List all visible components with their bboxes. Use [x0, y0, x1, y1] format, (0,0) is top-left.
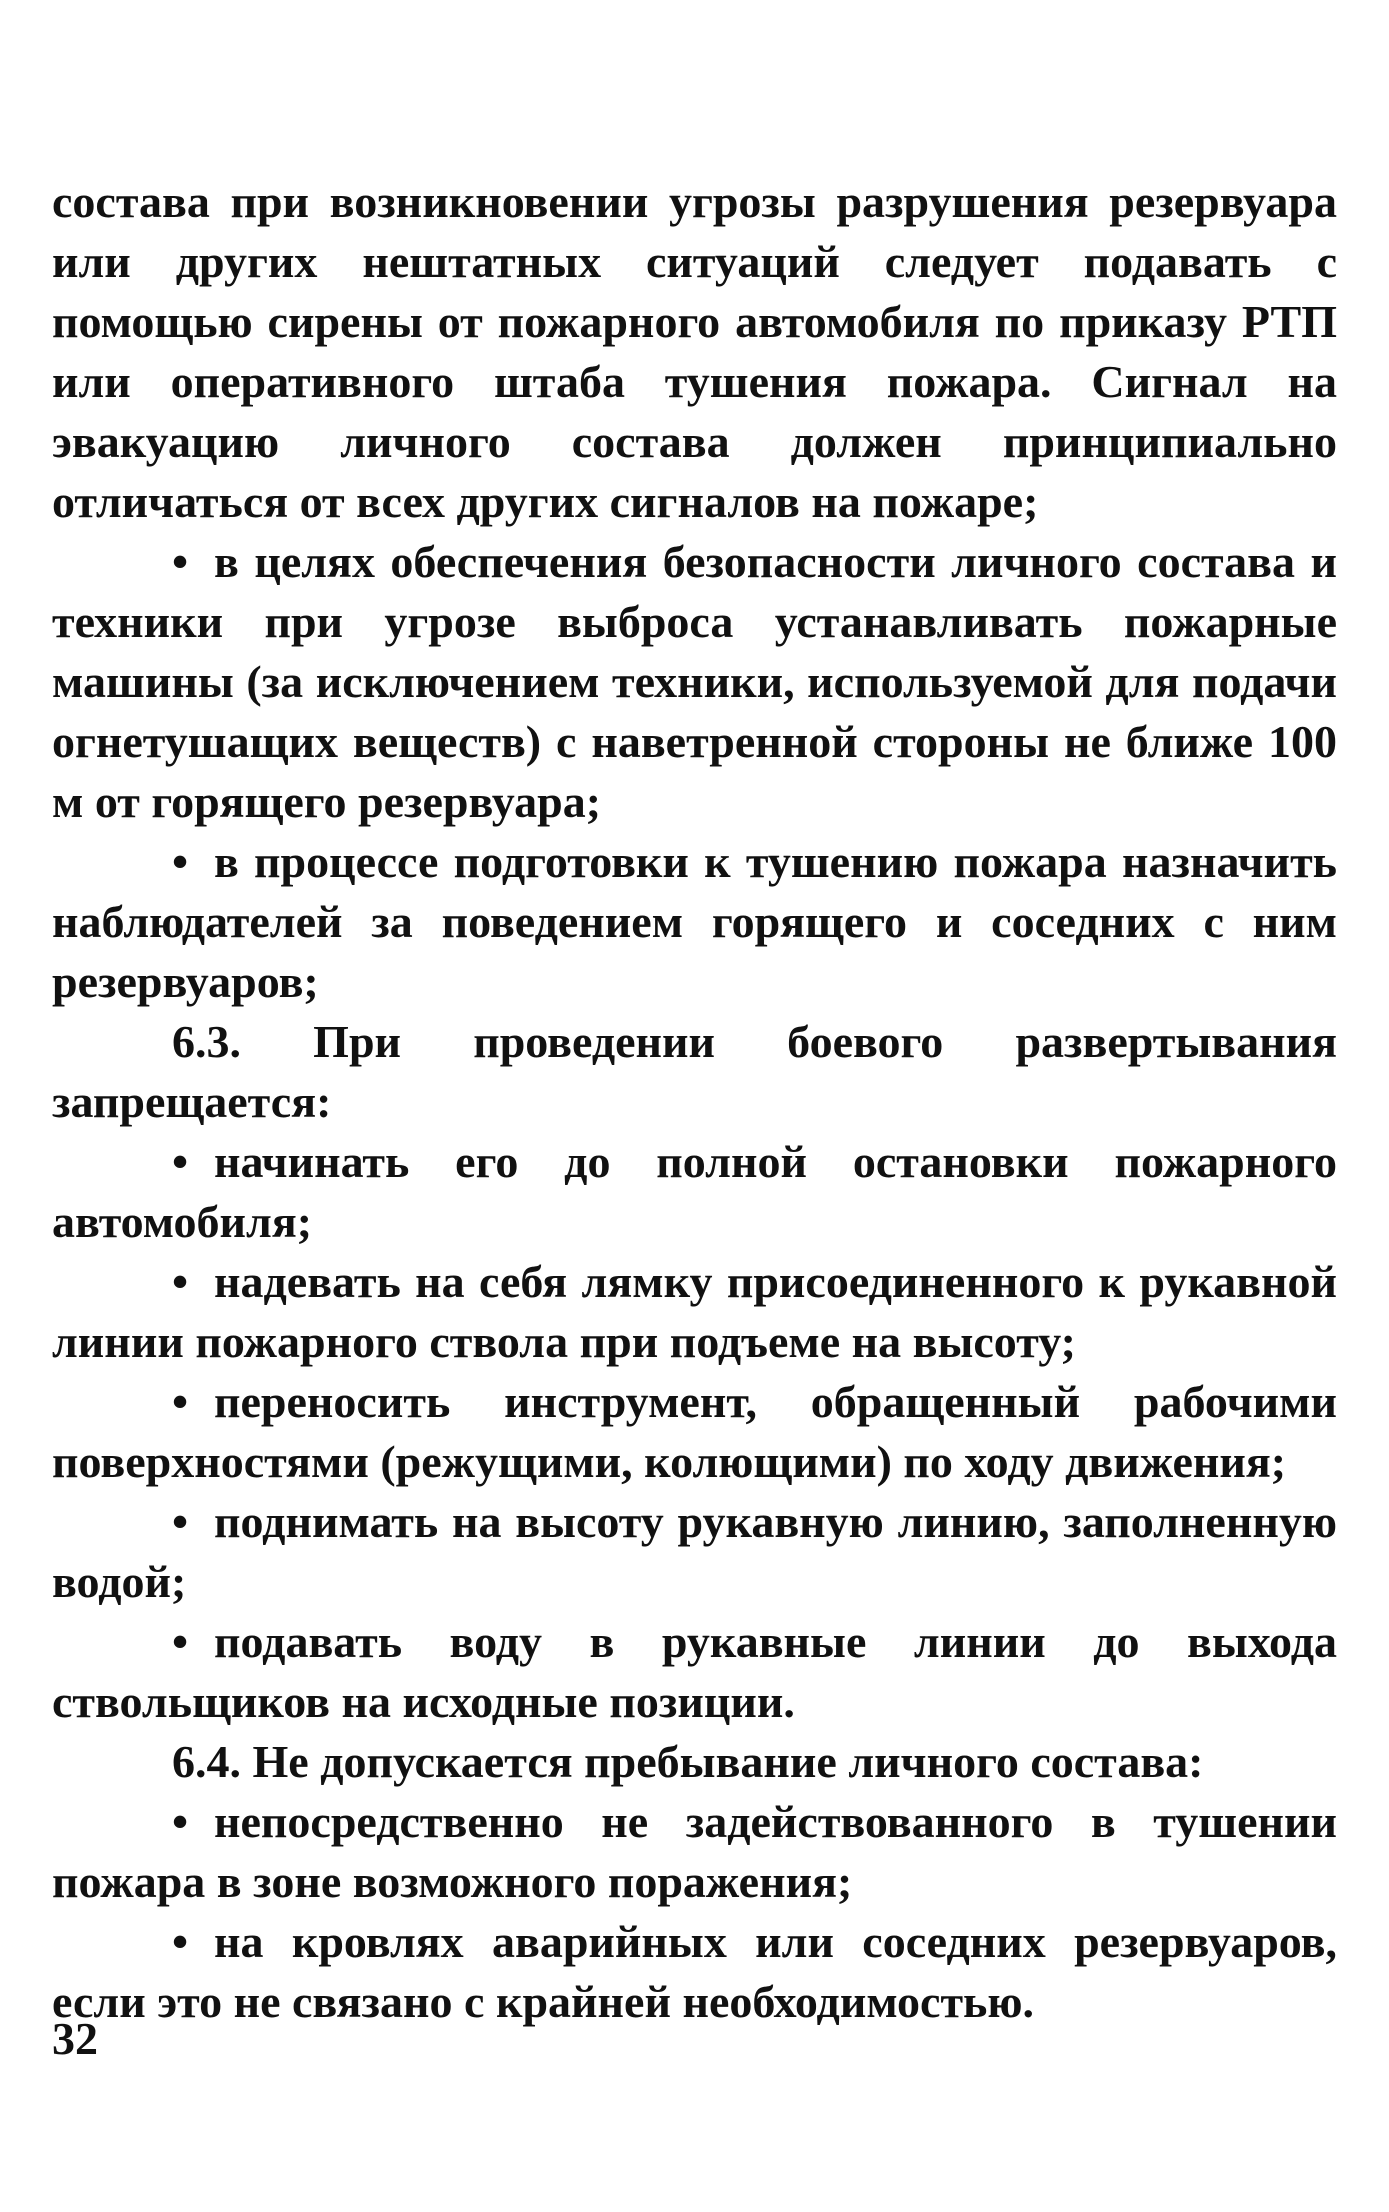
opening-paragraph: состава при возникновении угрозы разрушения резервуара или других нештатных ситуаций следует подавать с помощью сирены от пожарного автомобиля по приказу РТП или оперативного штаба тушения пожара. Сигнал на эвакуацию личного состава должен принципиально отличаться от всех других сигналов на пожаре;	[52, 176, 1337, 527]
list-item-text: непосредственно не задействованного в тушении пожара в зоне возможного поражения;	[52, 1796, 1337, 1907]
bullet-icon: •	[172, 1376, 189, 1427]
list-item	[52, 1132, 1337, 1252]
list-item-text: в целях обеспечения безопасности личного состава и техники при угрозе выброса устанавливать пожарные машины (за исключением техники, используемой для подачи огнетушащих веществ) с наветренной стороны не ближе 100 м от горящего резервуара;	[52, 536, 1337, 827]
list-item	[52, 1612, 1337, 1732]
list-item-text: поднимать на высоту рукавную линию, заполненную водой;	[52, 1496, 1337, 1607]
bullet-icon: •	[172, 1496, 189, 1547]
list-item	[52, 1792, 1337, 1912]
bullet-icon: •	[172, 836, 189, 887]
bullet-icon: •	[172, 1256, 189, 1307]
list-item	[52, 1372, 1337, 1492]
bullet-icon: •	[172, 536, 189, 587]
list-item-text: в процессе подготовки к тушению пожара назначить наблюдателей за поведением горящего и соседних с ним резервуаров;	[52, 836, 1337, 1007]
bullet-icon: •	[172, 1616, 189, 1667]
bullet-icon: •	[172, 1136, 189, 1187]
bullet-icon: •	[172, 1796, 189, 1847]
list-item-text: начинать его до полной остановки пожарного автомобиля;	[52, 1136, 1337, 1247]
list-item-text: подавать воду в рукавные линии до выхода ствольщиков на исходные позиции.	[52, 1616, 1337, 1727]
section-heading-6-4: 6.4. Не допускается пребывание личного состава:	[172, 1736, 1204, 1787]
document-page	[52, 172, 1337, 2032]
list-item	[52, 1252, 1337, 1372]
list-item	[52, 832, 1337, 1012]
list-item-text: надевать на себя лямку присоединенного к рукавной линии пожарного ствола при подъеме на высоту;	[52, 1256, 1337, 1367]
list-item	[52, 1492, 1337, 1612]
list-item-text: переносить инструмент, обращенный рабочими поверхностями (режущими, колющими) по ходу движения;	[52, 1376, 1337, 1487]
list-item	[52, 1912, 1337, 2032]
list-item-text: на кровлях аварийных или соседних резервуаров, если это не связано с крайней необходимостью.	[52, 1916, 1337, 2027]
list-item	[52, 532, 1337, 832]
section-heading-6-3: 6.3. При проведении боевого развертывания запрещается:	[52, 1016, 1337, 1127]
page-number: 32	[52, 2013, 98, 2064]
bullet-icon: •	[172, 1916, 189, 1967]
